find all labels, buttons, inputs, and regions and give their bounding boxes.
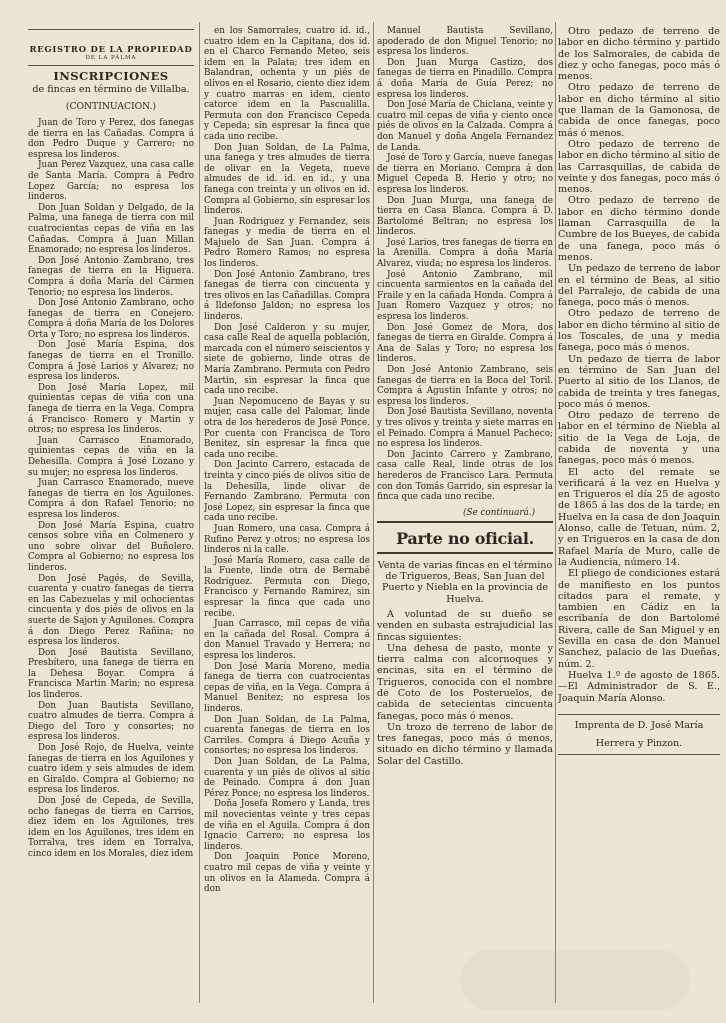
inscription-entry: Juan Rodriguez y Fernandez, seis fanegas y media de tierra en el Majuelo de San Juan. Compra á Pedro Romero Ramos; no espresa los linderos. [204,216,370,270]
sale-paragraph: El acto del remate se verificará á la vez en Huelva y en Trigueros el día 25 de agosto de 1865 á las dos de la tarde; en Huelva en la casa de don Joaquin Alonso, calle de Tetuan, núm. 2, y en Trigueros en la casa de don Rafael María de Muro, calle de la Audiencia, número 14. [558,466,720,568]
inscription-entry: José Larios, tres fanegas de tierra en la Arenilla. Compra á doña María Alvarez, viuda; no espresa los linderos. [377,237,553,270]
inscription-entry: Juan Perez Vazquez, una casa calle de Santa María. Compra á Pedro Lopez García; no espresa los linderos. [28,160,194,203]
inscription-entry: Don José Calderon y su mujer, casa calle Real de aquella población, marcada con el número seiscientos y siete de gobierno, linde otras de María Zambrano. Permuta con Pedro Martin, sin espresar la finca que cada uno recibe. [204,322,370,397]
sale-paragraph: Otro pedazo de terreno de labor en dicho término al sitio que llaman de la Gamonosa, de cabida de once fanegas, poco más ó menos. [558,82,720,139]
inscription-entry: Juan Carrasco, mil cepas de viña en la cañada del Rosal. Compra á don Manuel Travado y Herrera; no espresa los linderos. [204,619,370,662]
inscription-entry: Don José Antonio Zambrano, tres fanegas de tierra en la Higuera. Compra á doña María del Cármen Tenorio; no espresa los linderos. [28,255,194,298]
inscription-entry: Don José Bautista Sevillano, noventa y tres olivos y treinta y siete marras en el Peinado. Compra á Manuel Pacheco; no espresa los linderos. [377,407,553,450]
sale-paragraph: Otro pedazo de terreno de labor en dicho término y partido de los Salmorales, de cabida de diez y ocho fanegas, poco más ó menos. [558,26,720,83]
section-rule [377,521,553,523]
sale-paragraph: El pliego de condiciones estará de manifiesto en los puntos citados para el remate, y tambien en Cádiz en la escribanía de don Bartolomé Rivera, calle de San Miguel y en Sevilla en casa de don Manuel Sanchez, palacio de las Dueñas, núm. 2. [558,568,720,670]
inscription-list [204,26,370,895]
inscription-entry: José de Toro y García, nueve fanegas de tierra en Moriano. Compra á don Miguel Cepeda B. Herio y otro; no espresa los linderos. [377,153,553,195]
column-2 [204,26,370,895]
column-divider [199,22,200,1003]
inscription-entry: Don Juan Soldan, de La Palma, una fanega y tres almudes de tierra de olivar en la Vegeta, nueve almudes de id. id. en id., y una fanega con treinta y un olivos en id. Compra al Gobierno, sin espresar los linderos. [204,142,370,217]
inscription-entry: Don José Rojo, de Huelva, veinte fanegas de tierra en los Aguilones y cuatro idem y seis almudes de idem en Giraldo. Compra al Gobierno; no espresa los linderos. [28,743,194,796]
paper-stain [460,950,690,1010]
section-heading: INSCRIPCIONES [53,69,169,83]
inscription-entry: Don José María Espina, cuatro censos sobre viña en Colmenero y uno sobre olivar del Buñolero. Compra al Gobierno; no espresa los linderos. [28,520,194,573]
sale-paragraph: Un pedazo de tierra de labor en término de San Juan del Puerto al sitio de los Llanos, de cabida de treinta y tres fanegas, poco más ó menos. [558,353,720,410]
inscription-entry: Juan Carrasco Enamorado, nueve fanegas de tierra en los Aguilones. Compra á don Rafael Tenorio; no espresa los linderos. [28,478,194,520]
section-lead: de fincas en término de Villalba. [32,84,190,95]
imprint-rule [558,714,720,715]
sale-paragraph: A voluntad de su dueño se venden en subasta estrajudicial las fincas siguientes: [377,608,553,643]
column-1 [28,26,194,860]
sale-paragraph: Un trozo de terreno de labor de tres fanegas, poco más ó menos, situado en dicho término y llamada Solar del Castillo. [377,721,553,767]
inscription-entry: Don Juan Soldan, de La Palma, cuarenta fanegas de tierra en los Carriles. Compra á Diego Acuña y consortes; no espresa los linderos. [204,714,370,757]
inscription-entry: Don Juan Soldan, de La Palma, cuarenta y un piés de olivos al sitio de Peinado. Compra á don Juan Pérez Ponce; no espresa los linderos. [204,756,370,799]
continuation-note: (Se continuará.) [463,507,535,518]
inscription-entry: Don Juan Murga Castizo, dos fanegas de tierra en Pinadillo. Compra á doña María de Guía Perez; no espresa los linderos. [377,57,553,100]
inscription-entry: Juan Nepomuceno de Bayas y su mujer, casa calle del Palomar, linde otra de los herederos de José Ponce. Por cuenta con Francisca de Toro Benitez, sin espresar la finca que cada uno recibe. [204,396,370,460]
inscription-entry: Don Joaquin Ponce Moreno, cuatro mil cepas de viña y veinte y un olivos en la Alameda. Compra á don [204,852,370,895]
sale-paragraph: Otro pedazo de terreno de labor en el término de Niebla al sitio de la Vega de Loja, de cabida de noventa y una fanegas, poco más ó menos. [558,410,720,467]
inscription-entry: en los Samorrales, cuatro id. id., cuatro idem en la Capitana, dos id. en el Charco Fernando Meteo, seis idem en la Palata; tres idem en Balandran, ochenta y un piés de olivos en el Rosario, ciento diez idem y cuatro marras en idem, ciento catorce idem en la Pascualilla. Permuta con don Francisco Cepeda y Cepeda; sin espresar la finca que cada uno recibe. [204,26,370,142]
sale-paragraph: Un pedazo de terreno de labor en el término de Beas, al sitio del Parralejo, de cabida de una fanega, poco más ó menos. [558,263,720,309]
inscription-entry: Don Jacinto Carrero, estacada de treinta y cinco piés de olivos sitio de la Dehesilla, linde olivar de Fernando Zambrano. Permuta con José Lopez, sin espresar la finca que cada uno recibe. [204,460,370,524]
column-divider [555,22,556,1003]
inscription-entry: José María Romero, casa calle de la Fuente, linde otra de Bernabé Rodriguez. Permuta con Diego, Francisco y Fernando Ramirez, sin espresar la finca que cada uno recibe. [204,555,370,619]
inscription-entry: José Antonio Zambrano, mil cincuenta sarmientos en la cañada del Fraile y en la cañada Honda. Compra á Juan Romero Vazquez y otros; no espresa los linderos. [377,269,553,323]
section-title: Parte no oficial. [396,528,534,548]
inscription-list [377,26,553,503]
inscription-entry: Don José de Cepeda, de Sevilla, ocho fanegas de tierra en Carrios, diez idem en los Aguilones, tres idem en los Aguilones, tres idem en Torralva, tres idem en Torralva, cinco idem en los Morales, diez idem [28,796,194,859]
registry-subheading: DE LA PALMA [85,55,137,61]
inscription-entry: Juan Romero, una casa. Compra á Rufino Perez y otros; no espresa los linderos ni la calle. [204,523,370,556]
sale-paragraph: Otro pedazo de terreno de labor en dicho término al sitio de las Carrasquillas, de cabida de veinte y dos fanegas, poco más ó menos. [558,138,720,196]
continuation-label: (CONTINUACION.) [65,101,157,112]
inscription-entry: Don José María Moreno, media fanega de tierra con cuatrocientas cepas de viña, en la Vega. Compra á Manuel Benitez; no espresa los linderos. [204,661,370,714]
sale-paragraph: Una dehesa de pasto, monte y tierra calma con alcornoques y encinas, sita en el término de Trigueros, conocida con el nombre de Coto de los Posteruelos, de cabida de setecientas cincuenta fanegas, poco más ó menos. [377,642,553,722]
imprint-rule [558,754,720,755]
imprint-line: Imprenta de D. José María [574,719,704,731]
inscription-entry: Don José Pagés, de Sevilla, cuarenta y cuatro fanegas de tierra en las Cabezuelas y mil ochocientas cincuenta y dos piés de olivos en la suerte de Sajon y Aguilones. Compra á don Diego Perez Rañina; no espresa los linderos. [28,573,194,648]
inscription-entry: Don José Antonio Zambrano, tres fanegas de tierra con cincuenta y tres olivos en las Cañadillas. Compra á Ildefonso Jaldon; no espresa los linderos. [204,269,370,323]
inscription-entry: Don Juan Bautista Sevillano, cuatro almudes de tierra. Compra á Diego del Toro y consortes; no espresa los linderos. [28,700,194,743]
inscription-entry: Juan de Toro y Perez, dos fanegas de tierra en las Cañadas. Compra á don Pedro Duque y Carrero; no espresa los linderos. [28,118,194,160]
header-rule [28,29,194,30]
header-rule [28,65,194,66]
inscription-entry: Don José Antonio Zambrano, seis fanegas de tierra en la Boca del Toril. Compra á Agustin Infante y otros; no espresa los linderos. [377,365,553,407]
section-rule [377,552,553,554]
inscription-entry: Don Jacinto Carrero y Zambrano, casa calle Real, linde otras de los herederos de Francisco Lara. Permuta con don Tomás Garrido, sin espresar la finca que cada uno recibe. [377,449,553,503]
sale-notice-body [377,609,553,767]
inscription-entry: Doña Josefa Romero y Landa, tres mil novecientas veinte y tres cepas de viña en el Aguila. Compra á don Ignacio Carrero; no espresa los linderos. [204,799,370,852]
sale-paragraph: Huelva 1.º de agosto de 1865.—El Administrador de S. E., Joaquin María Alonso. [558,669,720,704]
sale-paragraph: Otro pedazo de terreno de labor en dicho término al sitio de los Toscales, de una y media fanega, poco más ó menos. [558,308,720,354]
column-3 [377,26,553,767]
inscription-list [28,118,194,860]
inscription-entry: Manuel Bautista Sevillano, apoderado de don Miguel Tenorio; no espresa los linderos. [377,26,553,58]
column-4 [558,26,720,758]
inscription-entry: Don Juan Soldan y Delgado, de la Palma, una fanega de tierra con mil cuatrocientas cepas de viña en las Cañadas. Compra á Juan Millan Enamorado; no espresa los linderos. [28,202,194,256]
sale-notice-title: Venta de varias fincas en el término de Trigueros, Beas, San Juan del Puerto y Niebla en la provincia de Huelva. [377,559,553,605]
inscription-entry: Don José María Lopez, mil quinientas cepas de viña con una fanega de tierra en la Vega. Compra á Francisco Romero y Martin y otros; no espresa los linderos. [28,382,194,436]
inscription-entry: Don Juan Murga, una fanega de tierra en Casa Blanca. Compra á D. Bartolomé Beltran; no espresa los linderos. [377,195,553,238]
inscription-entry: Don José Antonio Zambrano, ocho fanegas de tierra en Conejero. Compra á doña María de los Dolores Orta y Toro; no espresa los linderos. [28,298,194,340]
sale-paragraph: Otro pedazo de terreno de labor en dicho término donde llaman Carrasquilla de la Cumbre de los Bueyes, de cabida de una fanega, poco más ó menos. [558,195,720,263]
inscription-entry: Don José María Espina, dos fanegas de tierra en el Tronillo. Compra á José Larios y Alvarez; no espresa los linderos. [28,340,194,383]
inscription-entry: Juan Carrasco Enamorado, quinientas cepas de viña en la Dehesilla. Compra á José Lozano y su mujer; no espresa los linderos. [28,435,194,478]
sale-notice-continuation [558,26,720,704]
imprint-line: Herrera y Pinzon. [595,737,683,749]
inscription-entry: Don José Gomez de Mora, dos fanegas de tierra en Giralde. Compra á Ana de Salas y Toro; no espresa los linderos. [377,322,553,365]
inscription-entry: Don José María de Chiclana, veinte y cuatro mil cepas de viña y ciento once piés de olivos en la Calzada. Compra á don Manuel y doña Angela Fernandez de Landa. [377,100,553,153]
registry-heading: REGISTRO DE LA PROPIEDAD [29,44,193,54]
inscription-entry: Don José Bautista Sevillano, Presbítero, una fanega de tierra en la Dehesa Boyar. Compra á Francisca Martin Marin; no espresa los linderos. [28,647,194,701]
column-divider [373,22,374,1003]
